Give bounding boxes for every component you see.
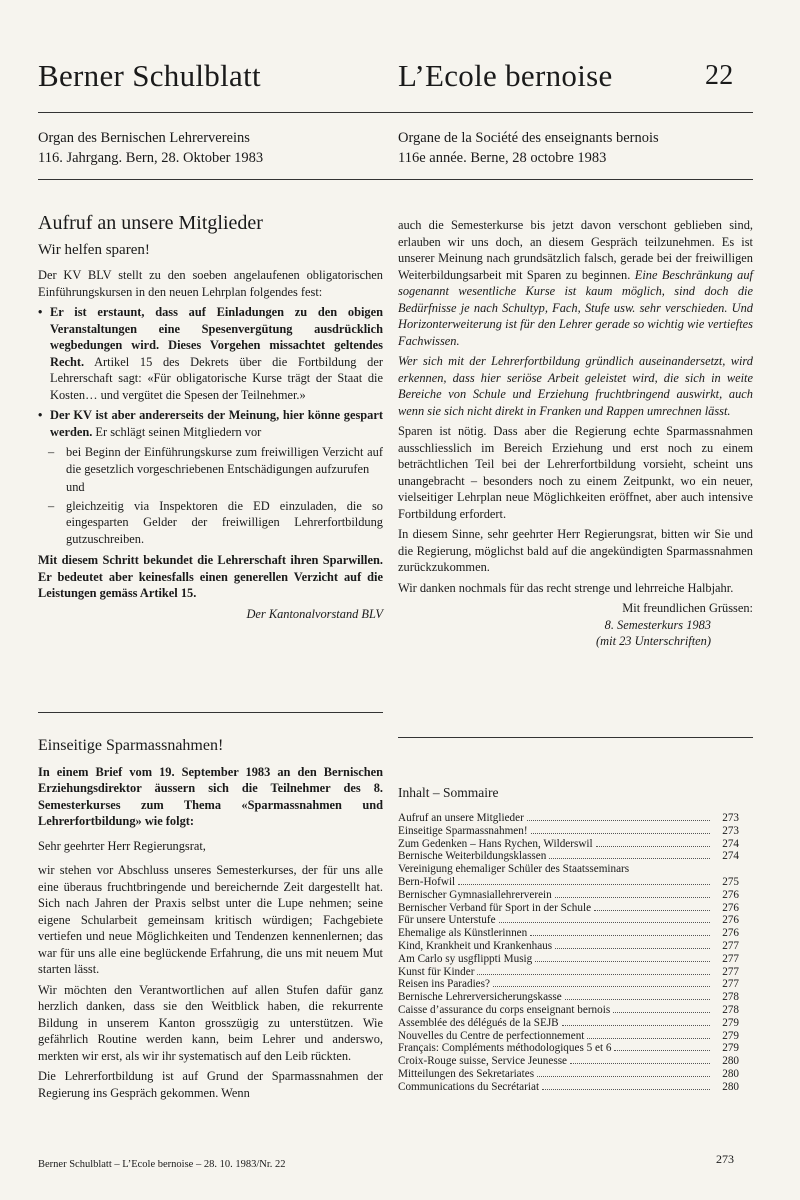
bullet-bold-text: Er ist erstaunt, dass auf Einladungen zu den obigen Veranstaltungen eine Spesenvergütung ausdrücklich wegbedungen wird. Dieses Vorgehen missachtet geltendes Recht. (50, 305, 383, 369)
toc-entry-page: 278 (722, 991, 739, 1004)
toc-entry-page: 280 (722, 1067, 739, 1080)
toc-entry (398, 914, 739, 927)
page-number: 273 (716, 1152, 734, 1166)
masthead-rule (38, 112, 753, 113)
conjunction: und (66, 480, 85, 494)
toc-entry (398, 902, 739, 915)
issue-line-fr: 116e année. Berne, 28 octobre 1983 (398, 150, 607, 166)
toc-entry-title: Am Carlo sy usgflippti Musig (398, 952, 533, 965)
toc-leader (613, 1012, 710, 1013)
toc-entry-title: Bernischer Gymnasiallehrerverein (398, 888, 552, 901)
toc-leader (477, 974, 710, 975)
sub-masthead-rule (38, 179, 753, 180)
toc-entry (398, 876, 739, 889)
toc-entry-page: 276 (722, 901, 739, 914)
toc-leader (594, 910, 710, 911)
toc-entry-title: Français: Compléments méthodologiques 5 et 6 (398, 1042, 612, 1055)
italic-text: Eine Beschränkung auf sogenannt wesentliche Kurse ist kaum möglich, sind doch die Bedürfnisse je nach Schultyp, Fach, Stufe usw. sehr verschieden. Und Horizonterweiterung ist für den Lehrer gerade so wichtig wie vertieftes Fachwissen. (398, 267, 753, 348)
paragraph: Wir danken nochmals für das recht strenge und lehrreiche Halbjahr. (398, 580, 734, 595)
toc-entry (398, 863, 739, 876)
toc-entry-page: 275 (722, 875, 739, 888)
masthead-title-de: Berner Schulblatt (38, 58, 261, 93)
toc-entry-page: 273 (722, 812, 739, 824)
dash-text: gleichzeitig via Inspektoren die ED einzuladen, die so eingesparten Gelder der freiwilligen Lehrerfortbildung gutzuschreiben. (66, 498, 383, 546)
toc-entry-page: 277 (722, 978, 739, 991)
toc-entry-title: Vereinigung ehemaliger Schüler des Staatsseminars (398, 863, 630, 876)
toc-leader (565, 999, 710, 1000)
table-of-contents (398, 785, 739, 1094)
toc-entry (398, 1017, 739, 1030)
paragraph: Die Lehrerfortbildung ist auf Grund der Sparmassnahmen der Regierung ins Gespräch gekommen. Wenn (38, 1069, 383, 1100)
salutation: Sehr geehrter Herr Regierungsrat, (38, 838, 206, 853)
paragraph: In diesem Sinne, sehr geehrter Herr Regierungsrat, bitten wir Sie und die Regierung, möglichst bald auf die angekündigten Sparmassnahmen zurückzukommen. (398, 527, 753, 574)
article2-title: Einseitige Sparmassnahmen! (38, 737, 224, 754)
right-column (398, 217, 753, 650)
bullet-marker: • (38, 408, 43, 422)
toc-entry-title: Bernischer Verband für Sport in der Schule (398, 901, 592, 914)
paragraph: auch die Semesterkurse bis jetzt davon verschont geblieben sind, erlauben wir uns doch, an diesem Gespräch teilzunehmen. Es ist unserer Meinung nach grundsätzlich falsch, gerade bei der freiwilligen Weiterbildungsarbeit mit Sparen zu beginnen. (398, 218, 753, 282)
toc-entry-title: Kind, Krankheit und Krankenhaus (398, 939, 553, 952)
toc-entry-page: 278 (722, 1003, 739, 1016)
paragraph: Wer sich mit der Lehrerfortbildung gründlich auseinandersetzt, wird erkennen, dass hier seriöse Arbeit geleistet wird, die sich in weite Bereiche von Schule und Erziehung fruchtbringend auswirkt, auch wenn sie sich nicht direkt in Franken und Rappen umrechnen lässt. (398, 354, 753, 418)
toc-entry (398, 1042, 739, 1055)
toc-title: Inhalt – Sommaire (398, 785, 499, 800)
toc-entry (398, 991, 739, 1004)
toc-entry-page: 276 (722, 927, 739, 940)
toc-entry (398, 940, 739, 953)
toc-leader (596, 846, 710, 847)
article-signature: Der Kantonalvorstand BLV (246, 606, 383, 621)
toc-leader (527, 820, 710, 821)
paragraph: Wir möchten den Verantwortlichen auf allen Stufen dafür ganz herzlich danken, dass sie den Weitblick haben, die rekurrente Bildung in unserem Kanton grosszügig zu unterstützen. Wie gefährlich Routine werden kann, beim Lehrer und anderswo, merkten wir erst, als wir ihr systematisch auf den Leib rückten. (38, 982, 383, 1063)
toc-entry-title: Bernische Lehrerversicherungskasse (398, 991, 562, 1004)
left-column-lower (38, 738, 383, 1105)
toc-leader (614, 1050, 710, 1051)
toc-entry-title: Caisse d’assurance du corps enseignant bernois (398, 1003, 611, 1016)
toc-entry (398, 1055, 739, 1068)
dash-item (48, 444, 383, 477)
toc-entry-page: 277 (722, 939, 739, 952)
section-rule (398, 737, 753, 738)
article-title: Aufruf an unsere Mitglieder (38, 212, 263, 234)
toc-entry-title: Nouvelles du Centre de perfectionnement (398, 1029, 585, 1042)
toc-leader (570, 1063, 710, 1064)
toc-entry (398, 978, 739, 991)
issue-line-de: 116. Jahrgang. Bern, 28. Oktober 1983 (38, 150, 264, 166)
article2-lead: In einem Brief vom 19. September 1983 an den Bernischen Erziehungsdirektor äussern sich die Teilnehmer des 8. Semesterkurses zum Thema «Sparmassnahmen und Lehrerfortbildung» wie folgt: (38, 764, 383, 828)
masthead-title-fr: L’Ecole bernoise (398, 58, 613, 93)
toc-entry-title: Communications du Secrétariat (398, 1080, 540, 1093)
article-conclusion: Mit diesem Schritt bekundet die Lehrerschaft ihren Sparwillen. Er bedeutet aber keinesfalls einen generellen Verzicht auf die Leistungen gemäss Artikel 15. (38, 553, 383, 600)
dash-text: bei Beginn der Einführungskurse zum freiwilligen Verzicht auf die gesetzlich vorgeschriebenen Entschädigungen aufzurufen (66, 445, 383, 476)
toc-entry-page: 279 (722, 1042, 739, 1055)
toc-entry-page: 279 (722, 1016, 739, 1029)
toc-entry-title: Bern-Hofwil (398, 875, 456, 888)
toc-entry-page: 274 (722, 850, 739, 863)
toc-entry-title: Zum Gedenken – Hans Rychen, Wilderswil (398, 837, 593, 850)
left-column (38, 212, 383, 626)
toc-leader (535, 961, 710, 962)
toc-entry (398, 812, 739, 825)
signature: (mit 23 Unterschriften) (596, 634, 711, 648)
bullet-text: Er schlägt seinen Mitgliedern vor (92, 424, 262, 439)
toc-entry (398, 1068, 739, 1081)
toc-entry-title: Kunst für Kinder (398, 965, 475, 978)
toc-entry-page: 277 (722, 965, 739, 978)
toc-entry-page: 277 (722, 952, 739, 965)
toc-entry-page: 276 (722, 888, 739, 901)
toc-list (398, 812, 739, 1094)
toc-leader (632, 871, 710, 872)
closing: Mit freundlichen Grüssen: (622, 601, 753, 615)
organ-de: Organ des Bernischen Lehrervereins (38, 130, 250, 146)
footer-text: Berner Schulblatt – L’Ecole bernoise – 28. 10. 1983/Nr. 22 (38, 1159, 286, 1170)
toc-entry-title: Einseitige Sparmassnahmen! (398, 824, 528, 837)
dash-marker: – (48, 498, 55, 513)
toc-entry-title: Aufruf an unsere Mitglieder (398, 812, 524, 824)
bullet-marker: • (38, 305, 43, 319)
toc-entry-page: 280 (722, 1080, 739, 1093)
organ-fr: Organe de la Société des enseignants bernois (398, 130, 659, 146)
toc-entry-title: Für unsere Unterstufe (398, 914, 496, 927)
toc-leader (531, 833, 710, 834)
toc-entry-page: 276 (722, 914, 739, 927)
toc-entry-title: Bernische Weiterbildungsklassen (398, 850, 547, 863)
toc-leader (555, 948, 710, 949)
toc-entry (398, 953, 739, 966)
section-rule (38, 712, 383, 713)
toc-leader (499, 922, 710, 923)
toc-entry-title: Assemblée des délégués de la SEJB (398, 1016, 559, 1029)
toc-entry (398, 838, 739, 851)
toc-entry-page: 273 (722, 824, 739, 837)
toc-entry-title: Reisen ins Paradies? (398, 978, 490, 991)
toc-leader (530, 935, 710, 936)
toc-entry-page: 279 (722, 1029, 739, 1042)
toc-entry-title: Ehemalige als Künstlerinnen (398, 927, 528, 940)
toc-leader (458, 884, 710, 885)
toc-entry (398, 1030, 739, 1043)
bullet-item (38, 304, 383, 403)
toc-entry-title: Croix-Rouge suisse, Service Jeunesse (398, 1055, 568, 1068)
dash-item (48, 498, 383, 548)
toc-entry (398, 966, 739, 979)
toc-entry-title: Mitteilungen des Sekretariates (398, 1067, 535, 1080)
toc-leader (587, 1038, 710, 1039)
toc-entry (398, 850, 739, 863)
article-subtitle: Wir helfen sparen! (38, 241, 150, 258)
bullet-text: Artikel 15 des Dekrets über die Fortbildung der Lehrerschaft sagt: «Für obligatorische Kurse trägt der Staat die Kosten… und vergütet die Spesen der Teilnehmer.» (50, 354, 383, 402)
signature: 8. Semesterkurs 1983 (604, 617, 711, 632)
bullet-bold-text: Der KV ist aber andererseits der Meinung, hier könne gespart werden. (50, 408, 383, 439)
toc-entry (398, 1004, 739, 1017)
paragraph: Sparen ist nötig. Dass aber die Regierung echte Sparmassnahmen ausschliesslich im Bereich Erziehung und erst noch zu einem beträchtlichen Teil bei der Lehrerfortbildung vorsieht, scheint uns unangebracht – besonders noch zu einem Zeitpunkt, wo ein neuer, vielseitiger Lehrplan neue Möglichkeiten eröffnet, aber auch intensive Fortbildung erfordert. (398, 424, 753, 521)
closing-block (398, 600, 753, 650)
toc-leader (555, 897, 710, 898)
toc-entry (398, 889, 739, 902)
dash-marker: – (48, 445, 55, 459)
toc-entry-page: 280 (722, 1055, 739, 1068)
toc-entry (398, 927, 739, 940)
toc-leader (537, 1076, 710, 1077)
issue-number: 22 (705, 60, 734, 91)
bullet-item (38, 407, 383, 440)
toc-entry-page: 274 (722, 837, 739, 850)
toc-leader (562, 1025, 710, 1026)
toc-entry (398, 825, 739, 838)
article-intro: Der KV BLV stellt zu den soeben angelaufenen obligatorischen Einführungskursen in den neuen Lehrplan folgendes fest: (38, 268, 383, 299)
paragraph: wir stehen vor Abschluss unseres Semesterkurses, der für uns alle eine überaus fruchtbringende und bereichernde Zeit dargestellt hat. Sich nach Jahren der Praxis selbst unter die Lupe nehmen; seine eigene Schularbeit gemeinsam kritisch würdigen; Fachgebiete vertiefen und neue Möglichkeiten und Tendenzen kennenlernen; das war für uns alle eine beglückende Erfahrung, die uns mit neuem Mut starten lässt. (38, 863, 383, 976)
toc-entry (398, 1081, 739, 1094)
toc-leader (542, 1089, 710, 1090)
toc-leader (493, 986, 710, 987)
toc-leader (549, 858, 710, 859)
